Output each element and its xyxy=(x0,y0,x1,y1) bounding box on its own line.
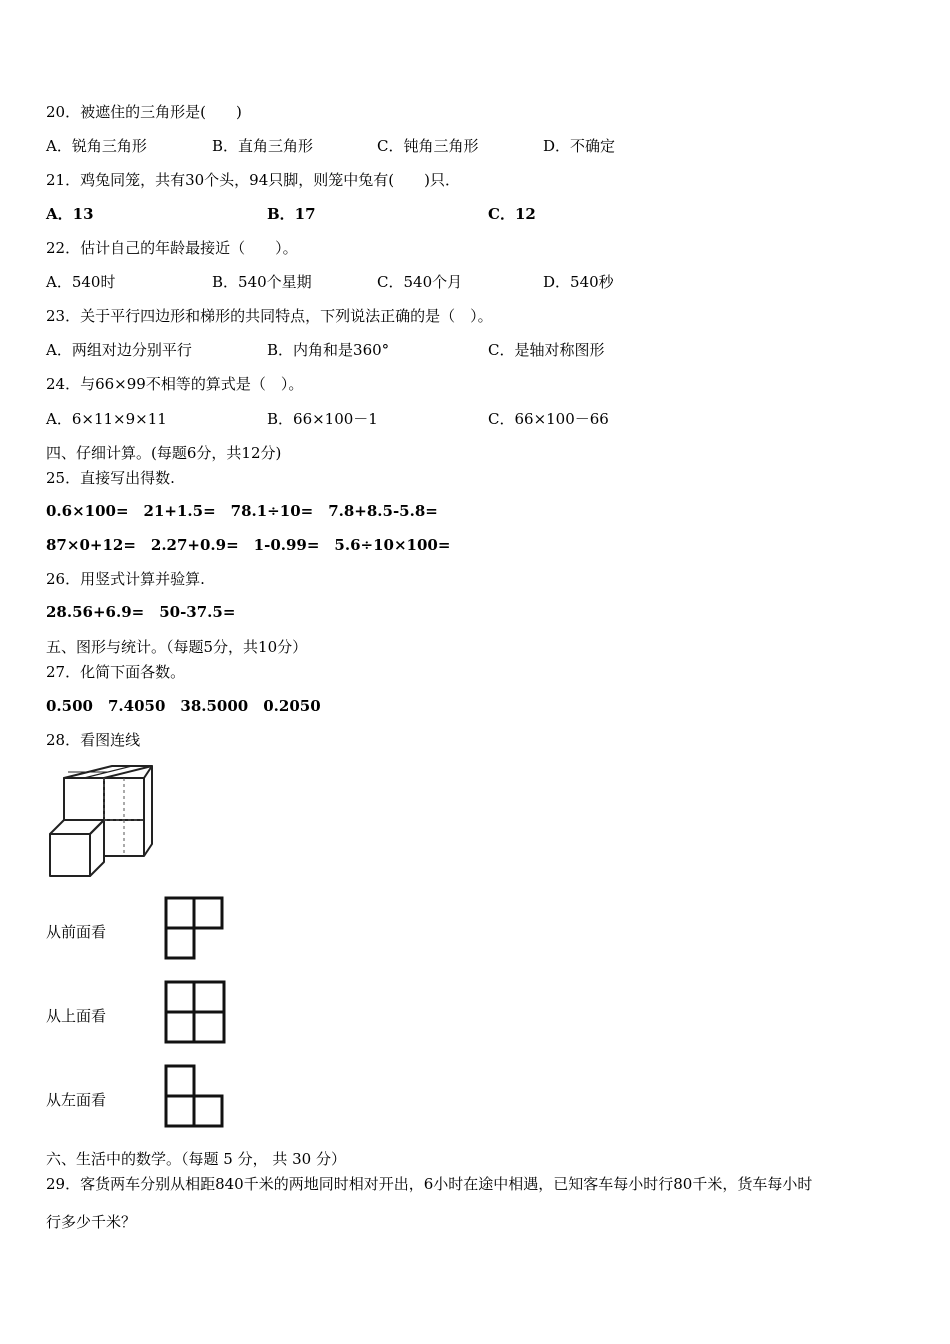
q24-option-a: A．6×11×9×11 xyxy=(46,410,167,428)
q21-option-b: B．17 xyxy=(267,205,316,223)
section-6-title: 六、生活中的数学。（每题 5 分， 共 30 分） xyxy=(46,1150,346,1168)
left-view-figure xyxy=(162,1062,226,1130)
q26-stem: 26．用竖式计算并验算. xyxy=(46,570,205,588)
q27-stem: 27．化简下面各数。 xyxy=(46,663,186,681)
q20-stem: 20．被遮住的三角形是( ) xyxy=(46,103,242,121)
q20-option-c: C．钝角三角形 xyxy=(377,137,479,155)
q23-option-c: C．是轴对称图形 xyxy=(488,341,605,359)
q24-option-b: B．66×100－1 xyxy=(267,410,378,428)
q20-option-b: B．直角三角形 xyxy=(212,137,314,155)
view-label-front: 从前面看 xyxy=(46,923,107,941)
section-4-title: 四、仔细计算。(每题6分，共12分) xyxy=(46,444,282,462)
q23-option-b: B．内角和是360° xyxy=(267,341,390,359)
q28-stem: 28．看图连线 xyxy=(46,731,141,749)
q26-row-1: 28.56+6.9= 50-37.5= xyxy=(46,603,236,621)
q21-option-c: C．12 xyxy=(488,205,536,223)
cube-arrangement-figure xyxy=(44,762,158,880)
view-label-left: 从左面看 xyxy=(46,1091,107,1109)
q20-option-d: D．不确定 xyxy=(543,137,616,155)
q25-row-1: 0.6×100= 21+1.5= 78.1÷10= 7.8+8.5-5.8= xyxy=(46,502,438,520)
q22-option-c: C．540个月 xyxy=(377,273,463,291)
q25-row-2: 87×0+12= 2.27+0.9= 1-0.99= 5.6÷10×100= xyxy=(46,536,451,554)
q22-option-d: D．540秒 xyxy=(543,273,614,291)
q29-line-1: 29．客货两车分别从相距840千米的两地同时相对开出，6小时在途中相遇，已知客车每小时行80千米，货车每小时 xyxy=(46,1175,813,1193)
q21-option-a: A．13 xyxy=(46,205,94,223)
front-view-figure xyxy=(162,894,226,962)
q20-option-a: A．锐角三角形 xyxy=(46,137,147,155)
q22-stem: 22．估计自己的年龄最接近（ ）。 xyxy=(46,239,298,257)
q21-stem: 21．鸡兔同笼，共有30个头，94只脚，则笼中兔有( )只． xyxy=(46,171,460,189)
q22-option-a: A．540时 xyxy=(46,273,116,291)
view-label-top: 从上面看 xyxy=(46,1007,107,1025)
q22-option-b: B．540个星期 xyxy=(212,273,312,291)
q29-line-2: 行多少千米？ xyxy=(46,1213,137,1231)
q25-stem: 25．直接写出得数. xyxy=(46,469,175,487)
q24-stem: 24．与66×99不相等的算式是（ ）。 xyxy=(46,375,304,393)
q27-row-1: 0.500 7.4050 38.5000 0.2050 xyxy=(46,697,321,715)
q24-option-c: C．66×100－66 xyxy=(488,410,609,428)
q23-stem: 23．关于平行四边形和梯形的共同特点，下列说法正确的是（ ）。 xyxy=(46,307,493,325)
section-5-title: 五、图形与统计。（每题5分，共10分） xyxy=(46,638,308,656)
top-view-figure xyxy=(162,978,228,1046)
q23-option-a: A．两组对边分别平行 xyxy=(46,341,192,359)
